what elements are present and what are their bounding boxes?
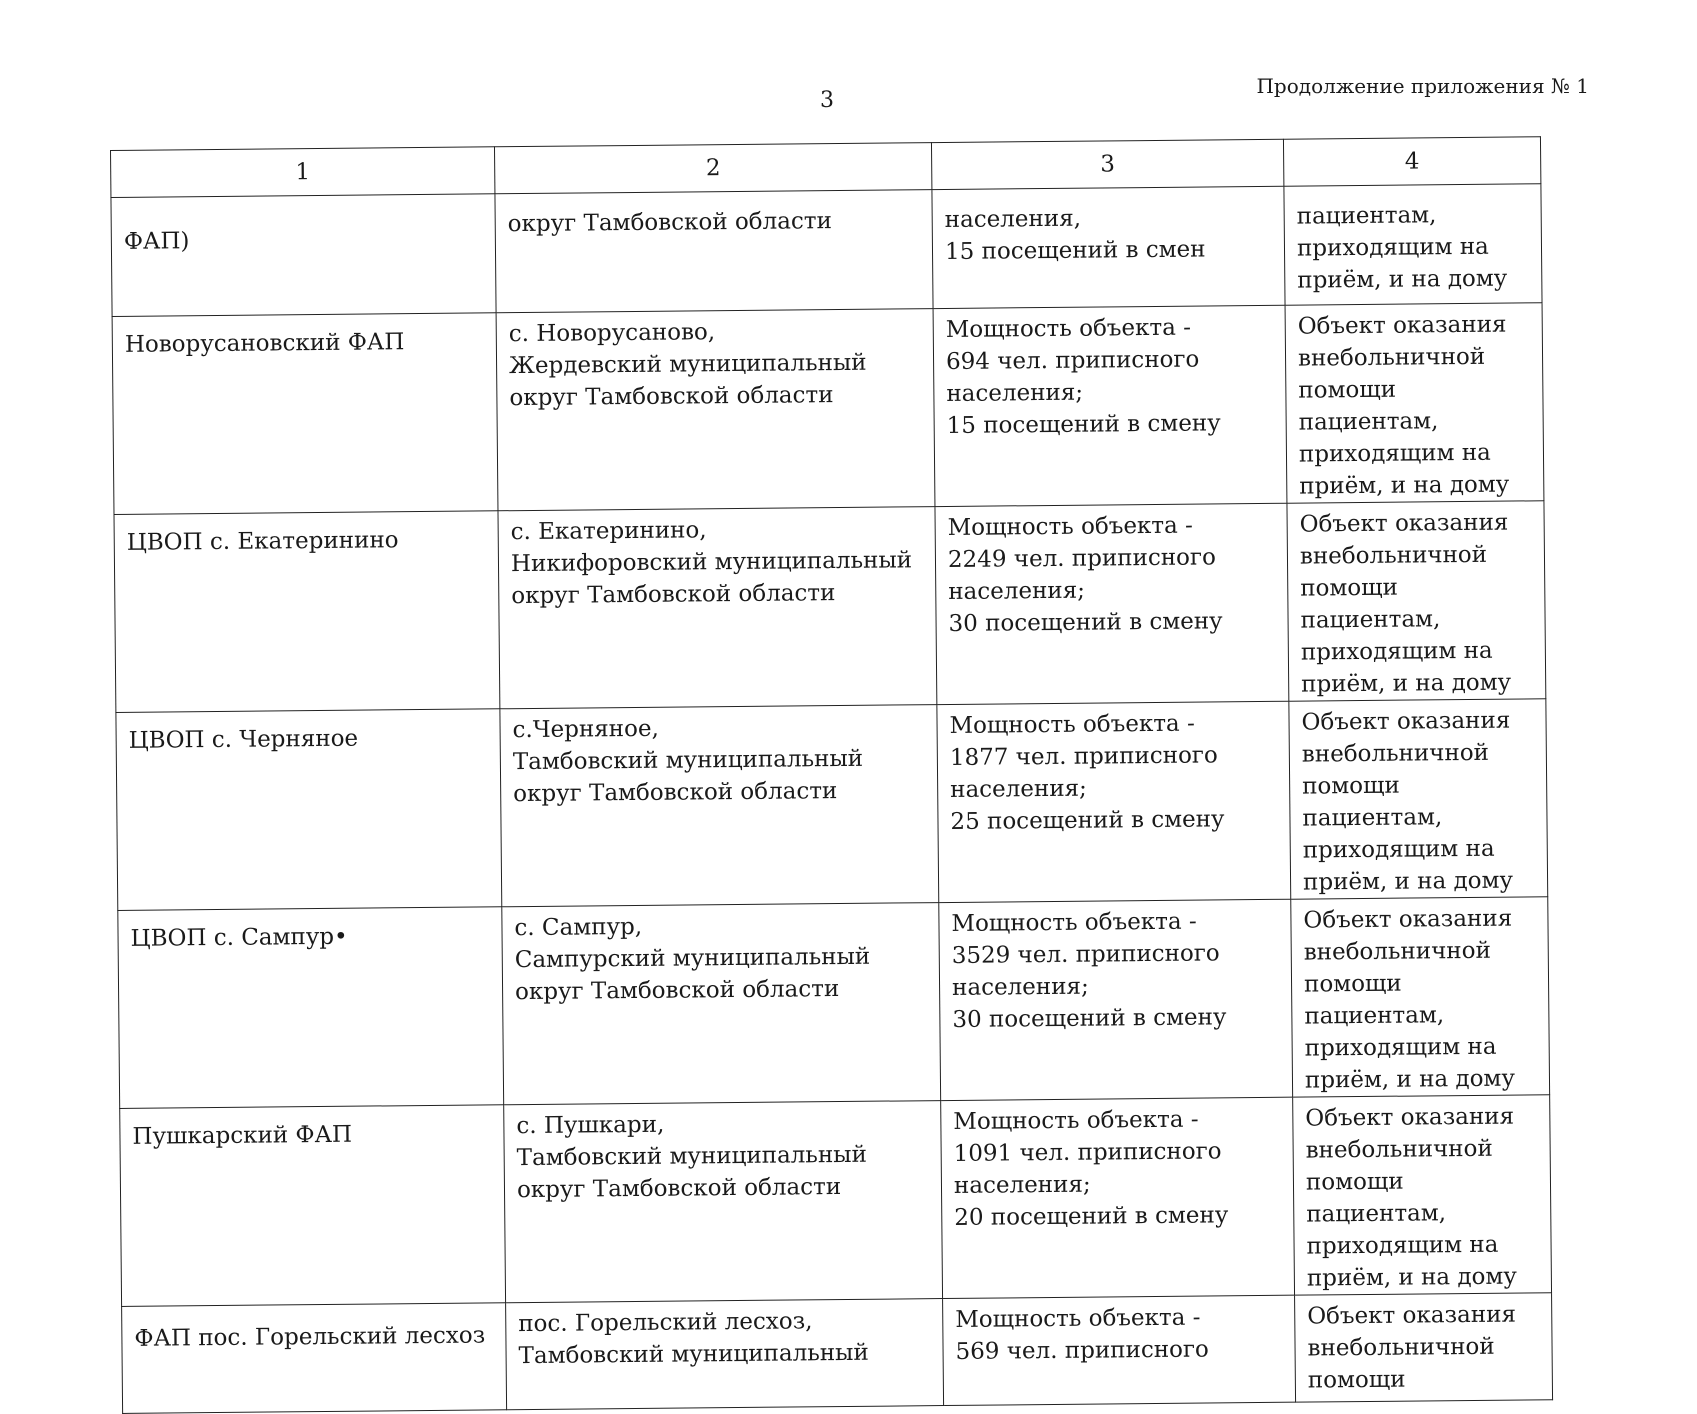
- facility-name-cell: [122, 1303, 507, 1414]
- purpose-line: Объект оказания: [1303, 905, 1513, 934]
- capacity-line: 20 посещений в смену: [954, 1202, 1229, 1231]
- capacity-cell: [943, 1295, 1296, 1405]
- column-header-4: 4: [1283, 137, 1540, 186]
- capacity-line: Мощность объекта -: [953, 1106, 1199, 1135]
- capacity-line: 30 посещений в смену: [952, 1004, 1227, 1033]
- address-line: округ Тамбовской области: [516, 1174, 842, 1204]
- capacity-line: 25 посещений в смену: [950, 806, 1225, 835]
- address-line: округ Тамбовской области: [509, 382, 834, 412]
- capacity-line: Мощность объекта -: [947, 512, 1194, 541]
- facility-name: ЦВОП с. Екатеринино: [126, 527, 399, 556]
- purpose-cell: [1284, 184, 1542, 305]
- capacity-cell: [939, 899, 1293, 1100]
- capacity-line: населения;: [948, 577, 1086, 605]
- address-line: Никифоровский муниципальный: [510, 547, 913, 578]
- capacity-line: Мощность объекта -: [951, 908, 1197, 937]
- purpose-cell: [1285, 303, 1544, 503]
- capacity-line: 1877 чел. приписного: [949, 742, 1218, 771]
- facility-name-cell: [112, 313, 498, 515]
- facility-name: Пушкарский ФАП: [132, 1121, 353, 1150]
- address-line: округ Тамбовской области: [513, 778, 838, 808]
- purpose-line: пациентам, приходящим на: [1302, 804, 1495, 864]
- table-row: [111, 184, 1542, 317]
- table-row: [118, 897, 1550, 1109]
- facility-name: ФАП пос. Горельский лесхоз: [134, 1322, 486, 1352]
- purpose-line: Объект оказания: [1307, 1301, 1517, 1330]
- capacity-line: населения;: [951, 973, 1089, 1001]
- purpose-line: пациентам, приходящим на: [1296, 202, 1489, 262]
- purpose-line: пациентам, приходящим на: [1306, 1200, 1499, 1260]
- capacity-line: Мощность объекта -: [945, 314, 1192, 343]
- purpose-line: Объект оказания: [1299, 509, 1509, 538]
- facility-name-cell: [116, 709, 502, 911]
- purpose-cell: [1291, 897, 1550, 1097]
- facility-name: ФАП): [123, 228, 190, 255]
- address-cell: [500, 705, 939, 907]
- capacity-line: 3529 чел. приписного: [951, 940, 1220, 969]
- capacity-line: 30 посещений в смену: [948, 608, 1223, 637]
- purpose-line: внебольничной помощи: [1301, 739, 1490, 800]
- purpose-line: приём, и на дому: [1297, 265, 1508, 294]
- address-cell: [506, 1299, 944, 1410]
- capacity-line: населения;: [946, 379, 1084, 407]
- address-line: Тамбовский муниципальный: [512, 745, 864, 776]
- facility-name-cell: [111, 194, 496, 317]
- purpose-line: приём, и на дому: [1306, 1263, 1517, 1292]
- address-cell: [504, 1101, 943, 1303]
- address-cell: [498, 507, 937, 709]
- address-line: с. Екатеринино,: [510, 517, 707, 546]
- facility-name-cell: [114, 511, 500, 713]
- facility-name: ЦВОП с. Черняное: [128, 725, 359, 754]
- purpose-cell: [1287, 501, 1546, 701]
- address-line: Сампурский муниципальный: [514, 943, 871, 974]
- address-line: с. Сампур,: [514, 913, 643, 942]
- address-line: округ Тамбовской области: [514, 976, 840, 1006]
- facility-name: Новорусановский ФАП: [124, 329, 405, 358]
- capacity-line: населения,: [944, 205, 1082, 233]
- address-line: Тамбовский муниципальный: [516, 1141, 867, 1172]
- purpose-line: Объект оказания: [1297, 311, 1507, 340]
- capacity-line: 15 посещений в смен: [944, 236, 1206, 265]
- facility-name-cell: [120, 1105, 506, 1307]
- purpose-line: внебольничной помощи: [1307, 1333, 1495, 1394]
- table-row: [114, 501, 1546, 713]
- column-header-2: 2: [494, 143, 931, 194]
- purpose-line: приём, и на дому: [1301, 669, 1512, 698]
- purpose-line: внебольничной помощи: [1305, 1135, 1493, 1196]
- table-row: [120, 1095, 1552, 1307]
- address-line: округ Тамбовской области: [511, 580, 836, 610]
- address-cell: [502, 903, 941, 1105]
- purpose-cell: [1295, 1293, 1553, 1402]
- address-line: с. Новорусаново,: [508, 319, 716, 348]
- purpose-cell: [1289, 699, 1548, 899]
- purpose-line: приём, и на дому: [1299, 471, 1510, 500]
- capacity-line: 694 чел. приписного: [945, 346, 1200, 375]
- capacity-line: 1091 чел. приписного: [953, 1138, 1222, 1167]
- capacity-line: 569 чел. приписного: [955, 1336, 1209, 1365]
- capacity-cell: [941, 1097, 1295, 1298]
- address-line: с.Черняное,: [512, 715, 659, 744]
- purpose-line: Объект оказания: [1305, 1103, 1515, 1132]
- purpose-line: Объект оказания: [1301, 707, 1511, 736]
- capacity-line: Мощность объекта -: [955, 1304, 1201, 1333]
- capacity-cell: [933, 305, 1287, 506]
- capacity-line: населения;: [950, 775, 1087, 803]
- capacity-line: 2249 чел. приписного: [947, 544, 1216, 573]
- table-row: [122, 1293, 1553, 1414]
- purpose-line: внебольничной помощи: [1297, 343, 1486, 404]
- page-number: 3: [820, 88, 834, 113]
- address-line: с. Пушкари,: [516, 1111, 665, 1140]
- capacity-cell: [935, 503, 1289, 704]
- purpose-line: приём, и на дому: [1302, 867, 1514, 896]
- address-line: Тамбовский муниципальный: [518, 1339, 869, 1370]
- purpose-line: пациентам, приходящим на: [1304, 1002, 1497, 1062]
- purpose-line: внебольничной помощи: [1299, 541, 1488, 602]
- facility-name-cell: [118, 907, 504, 1109]
- purpose-line: приём, и на дому: [1304, 1065, 1516, 1094]
- address-line: пос. Горельский лесхоз,: [518, 1308, 813, 1338]
- continuation-heading: Продолжение приложения № 1: [1256, 74, 1589, 98]
- capacity-cell: [937, 701, 1291, 902]
- address-cell: [495, 190, 933, 313]
- capacity-line: Мощность объекта -: [949, 710, 1195, 739]
- purpose-line: пациентам, приходящим на: [1298, 408, 1491, 468]
- facilities-table-wrapper: [110, 136, 1553, 1414]
- facilities-table: [110, 136, 1553, 1414]
- purpose-line: пациентам, приходящим на: [1300, 606, 1493, 666]
- table-row: [116, 699, 1548, 911]
- column-header-3: 3: [931, 139, 1283, 189]
- purpose-cell: [1293, 1095, 1552, 1295]
- address-cell: [496, 309, 935, 511]
- capacity-line: 15 посещений в смену: [946, 410, 1221, 439]
- capacity-cell: [932, 186, 1285, 308]
- facility-name: ЦВОП с. Сампур•: [130, 923, 348, 952]
- table-row: [112, 303, 1544, 515]
- purpose-line: внебольничной помощи: [1303, 937, 1491, 998]
- address-line: Жердевский муниципальный: [508, 349, 867, 380]
- column-header-1: 1: [111, 147, 495, 198]
- capacity-line: населения;: [953, 1171, 1091, 1199]
- address-line: округ Тамбовской области: [507, 208, 832, 238]
